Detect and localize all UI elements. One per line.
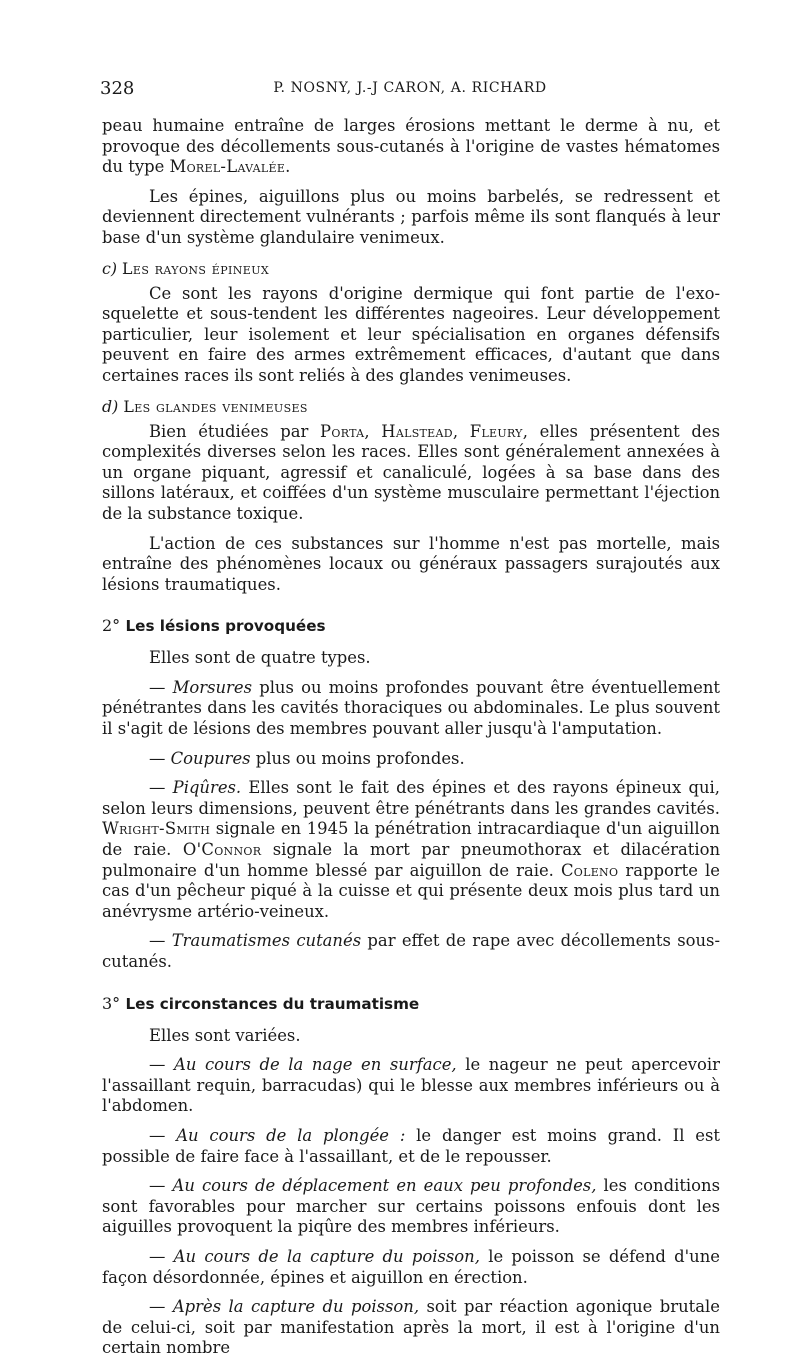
paragraph-2-intro: Elles sont de quatre types. [149, 648, 371, 668]
author-name: Fleury [469, 421, 523, 441]
paragraph-intro-1: peau humaine entraîne de larges érosions mettant le derme à nu, et provoque des décollements sous-cutanés à l'origine de vastes hématomes du type Morel-Lavalée. [102, 116, 720, 177]
author-name: Morel-Lavalée [169, 157, 286, 177]
paragraph-capture: — Au cours de la capture du poisson, le poisson se défend d'une façon désordonnée, épines et aiguillon en érection. [102, 1246, 720, 1287]
paragraph-d-1: Bien étudiées par Porta, Halstead, Fleury, elles présentent des complexités diverses selon les races. Elles sont généralement annexées à un organe piquant, agressif et canaliculé, logées à sa base dans des sillons latéraux, et coiffées d'un système musculaire permettant l'éjection de la substance toxique. [102, 421, 720, 523]
author-name: O'Connor [182, 840, 262, 860]
paragraph-nage: — Au cours de la nage en surface, le nageur ne peut apercevoir l'assaillant requin, barracudas) qui le blesse aux membres inférieurs ou à l'abdomen. [102, 1055, 720, 1116]
paragraph-c-1: Ce sont les rayons d'origine dermique qui font partie de l'exo-squelette et sous-tendent les différentes nageoires. Leur développement particulier, leur isolement et leur spécialisation en organes défensifs peuvent en faire des armes extrêmement efficaces, d'autant que dans certaines races ils sont reliés à des glandes venimeuses. [102, 283, 720, 385]
paragraph-coupures: — Coupures plus ou moins profondes. [149, 748, 465, 768]
paragraph-deplacement: — Au cours de déplacement en eaux peu profondes, les conditions sont favorables pour marcher sur certains poissons enfouis dont les aiguilles provoquent la piqûre des membres inférieurs. [102, 1176, 720, 1237]
running-head [100, 78, 720, 102]
paragraph-traumatismes: — Traumatismes cutanés par effet de rape avec décollements sous-cutanés. [102, 931, 720, 971]
section-heading-2: 2° Les lésions provoquées [102, 616, 326, 636]
subheading-c: c) Les rayons épineux [102, 258, 270, 278]
paragraph-intro-2: Les épines, aiguillons plus ou moins barbelés, se redressent et deviennent directement vulnérants ; parfois même ils sont flanqués à leur base d'un système glandulaire venimeux. [102, 186, 720, 247]
paragraph-plongee: — Au cours de la plongée : le danger est moins grand. Il est possible de faire face à l'assaillant, et de le repousser. [102, 1125, 720, 1166]
body-text [102, 116, 720, 1368]
author-name: Wright-Smith [102, 819, 211, 839]
paragraph-piqures: — Piqûres. Elles sont le fait des épines et des rayons épineux qui, selon leurs dimensions, peuvent être pénétrants dans les grandes cavités. Wright-Smith signale en 1945 la pénétration intracardiaque d'un aiguillon de raie. O'Connor signale la mort par pneumothorax et dilacération pulmonaire d'un homme blessé par aiguillon de raie. Coleno rapporte le cas d'un pêcheur piqué à la cuisse et qui présente deux mois plus tard un anévrysme artério-veineux. [102, 778, 721, 921]
running-title: P. NOSNY, J.-J CARON, A. RICHARD [273, 80, 547, 96]
author-name: Porta [320, 421, 365, 441]
paragraph-d-2: L'action de ces substances sur l'homme n'est pas mortelle, mais entraîne des phénomènes locaux ou généraux passagers surajoutés aux lésions traumatiques. [102, 533, 720, 594]
paragraph-3-intro: Elles sont variées. [149, 1025, 301, 1045]
author-name: Coleno [560, 860, 619, 880]
page-number: 328 [100, 78, 135, 99]
section-heading-3: 3° Les circonstances du traumatisme [102, 993, 420, 1013]
paragraph-morsures: — Morsures plus ou moins profondes pouvant être éventuellement pénétrantes dans les cavités thoraciques ou abdominales. Le plus souvent il s'agit de lésions des membres pouvant aller jusqu'à l'amputation. [102, 677, 720, 739]
author-name: Halstead [381, 421, 453, 441]
subheading-d: d) Les glandes venimeuses [102, 396, 308, 416]
paragraph-apres-capture: — Après la capture du poisson, soit par réaction agonique brutale de celui-ci, soit par manifestation après la mort, il est à l'origine d'un certain nombre [102, 1297, 720, 1358]
